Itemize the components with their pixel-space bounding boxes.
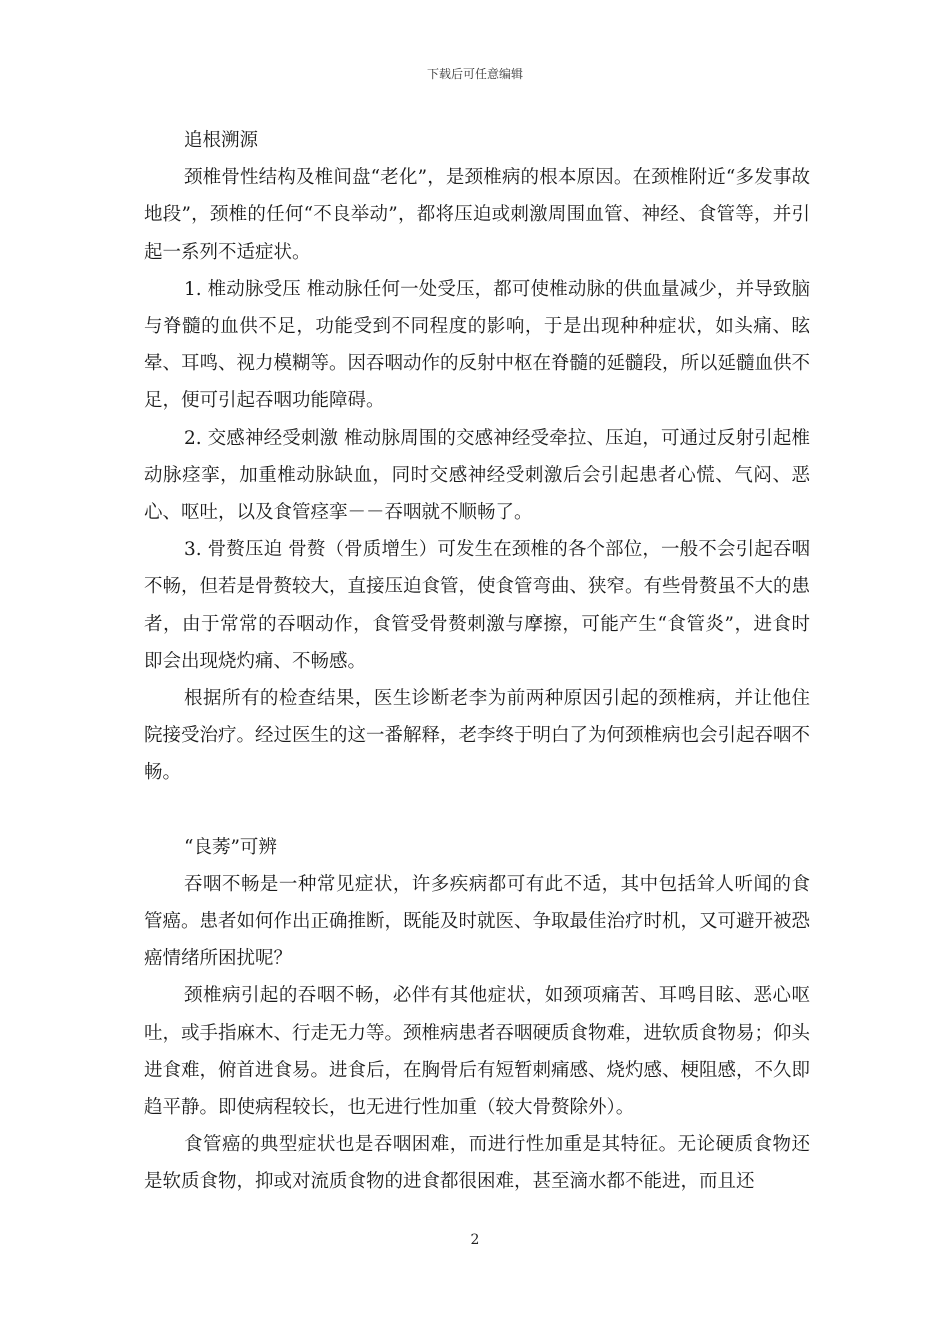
section-heading-origin: 追根溯源 bbox=[184, 130, 259, 151]
paragraph: 3. 骨赘压迫 骨赘（骨质增生）可发生在颈椎的各个部位，一般不会引起吞咽不畅，但若是骨赘较大，直接压迫食管，使食管弯曲、狭窄。有些骨赘虽不大的患者，由于常常的吞咽动作，食管受骨赘刺激与摩擦，可能产生“食管炎”，进食时即会出现烧灼痛、不畅感。 bbox=[144, 539, 811, 672]
paragraph: 颈椎骨性结构及椎间盘“老化”，是颈椎病的根本原因。在颈椎附近“多发事故地段”，颈椎的任何“不良举动”，都将压迫或刺激周围血管、神经、食管等，并引起一系列不适症状。 bbox=[144, 167, 810, 263]
paragraph: 根据所有的检查结果，医生诊断老李为前两种原因引起的颈椎病，并让他住院接受治疗。经过医生的这一番解释，老李终于明白了为何颈椎病也会引起吞咽不畅。 bbox=[144, 688, 811, 784]
paragraph: 1. 椎动脉受压 椎动脉任何一处受压，都可使椎动脉的供血量减少，并导致脑与脊髓的血供不足，功能受到不同程度的影响，于是出现种种症状，如头痛、眩晕、耳鸣、视力模糊等。因吞咽动作的反射中枢在脊髓的延髓段，所以延髓血供不足，便可引起吞咽功能障碍。 bbox=[144, 278, 811, 412]
paragraph: 2. 交感神经受刺激 椎动脉周围的交感神经受牵拉、压迫，可通过反射引起椎动脉痉挛，加重椎动脉缺血，同时交感神经受刺激后会引起患者心慌、气闷、恶心、呕吐，以及食管痉挛－－吞咽就不顺畅了。 bbox=[144, 427, 810, 524]
paragraph: 食管癌的典型症状也是吞咽困难，而进行性加重是其特征。无论硬质食物还是软质食物，抑或对流质食物的进食都很困难，甚至滴水都不能进，而且还 bbox=[144, 1134, 810, 1193]
page-number: 2 bbox=[470, 1232, 480, 1248]
section-heading-distinguish: “良莠”可辨 bbox=[184, 836, 277, 858]
document-body bbox=[144, 122, 810, 1201]
page-header: 下载后可任意编辑 bbox=[426, 67, 523, 81]
paragraph: 颈椎病引起的吞咽不畅，必伴有其他症状，如颈项痛苦、耳鸣目眩、恶心呕吐，或手指麻木、行走无力等。颈椎病患者吞咽硬质食物难，进软质食物易；仰头进食难，俯首进食易。进食后，在胸骨后有短暂刺痛感、烧灼感、梗阻感，不久即趋平静。即使病程较长，也无进行性加重（较大骨赘除外）。 bbox=[144, 985, 811, 1119]
paragraph: 吞咽不畅是一种常见症状，许多疾病都可有此不适，其中包括耸人听闻的食管癌。患者如何作出正确推断，既能及时就医、争取最佳治疗时机，又可避开被恐癌情绪所困扰呢？ bbox=[144, 873, 811, 970]
section-spacer bbox=[144, 792, 810, 829]
